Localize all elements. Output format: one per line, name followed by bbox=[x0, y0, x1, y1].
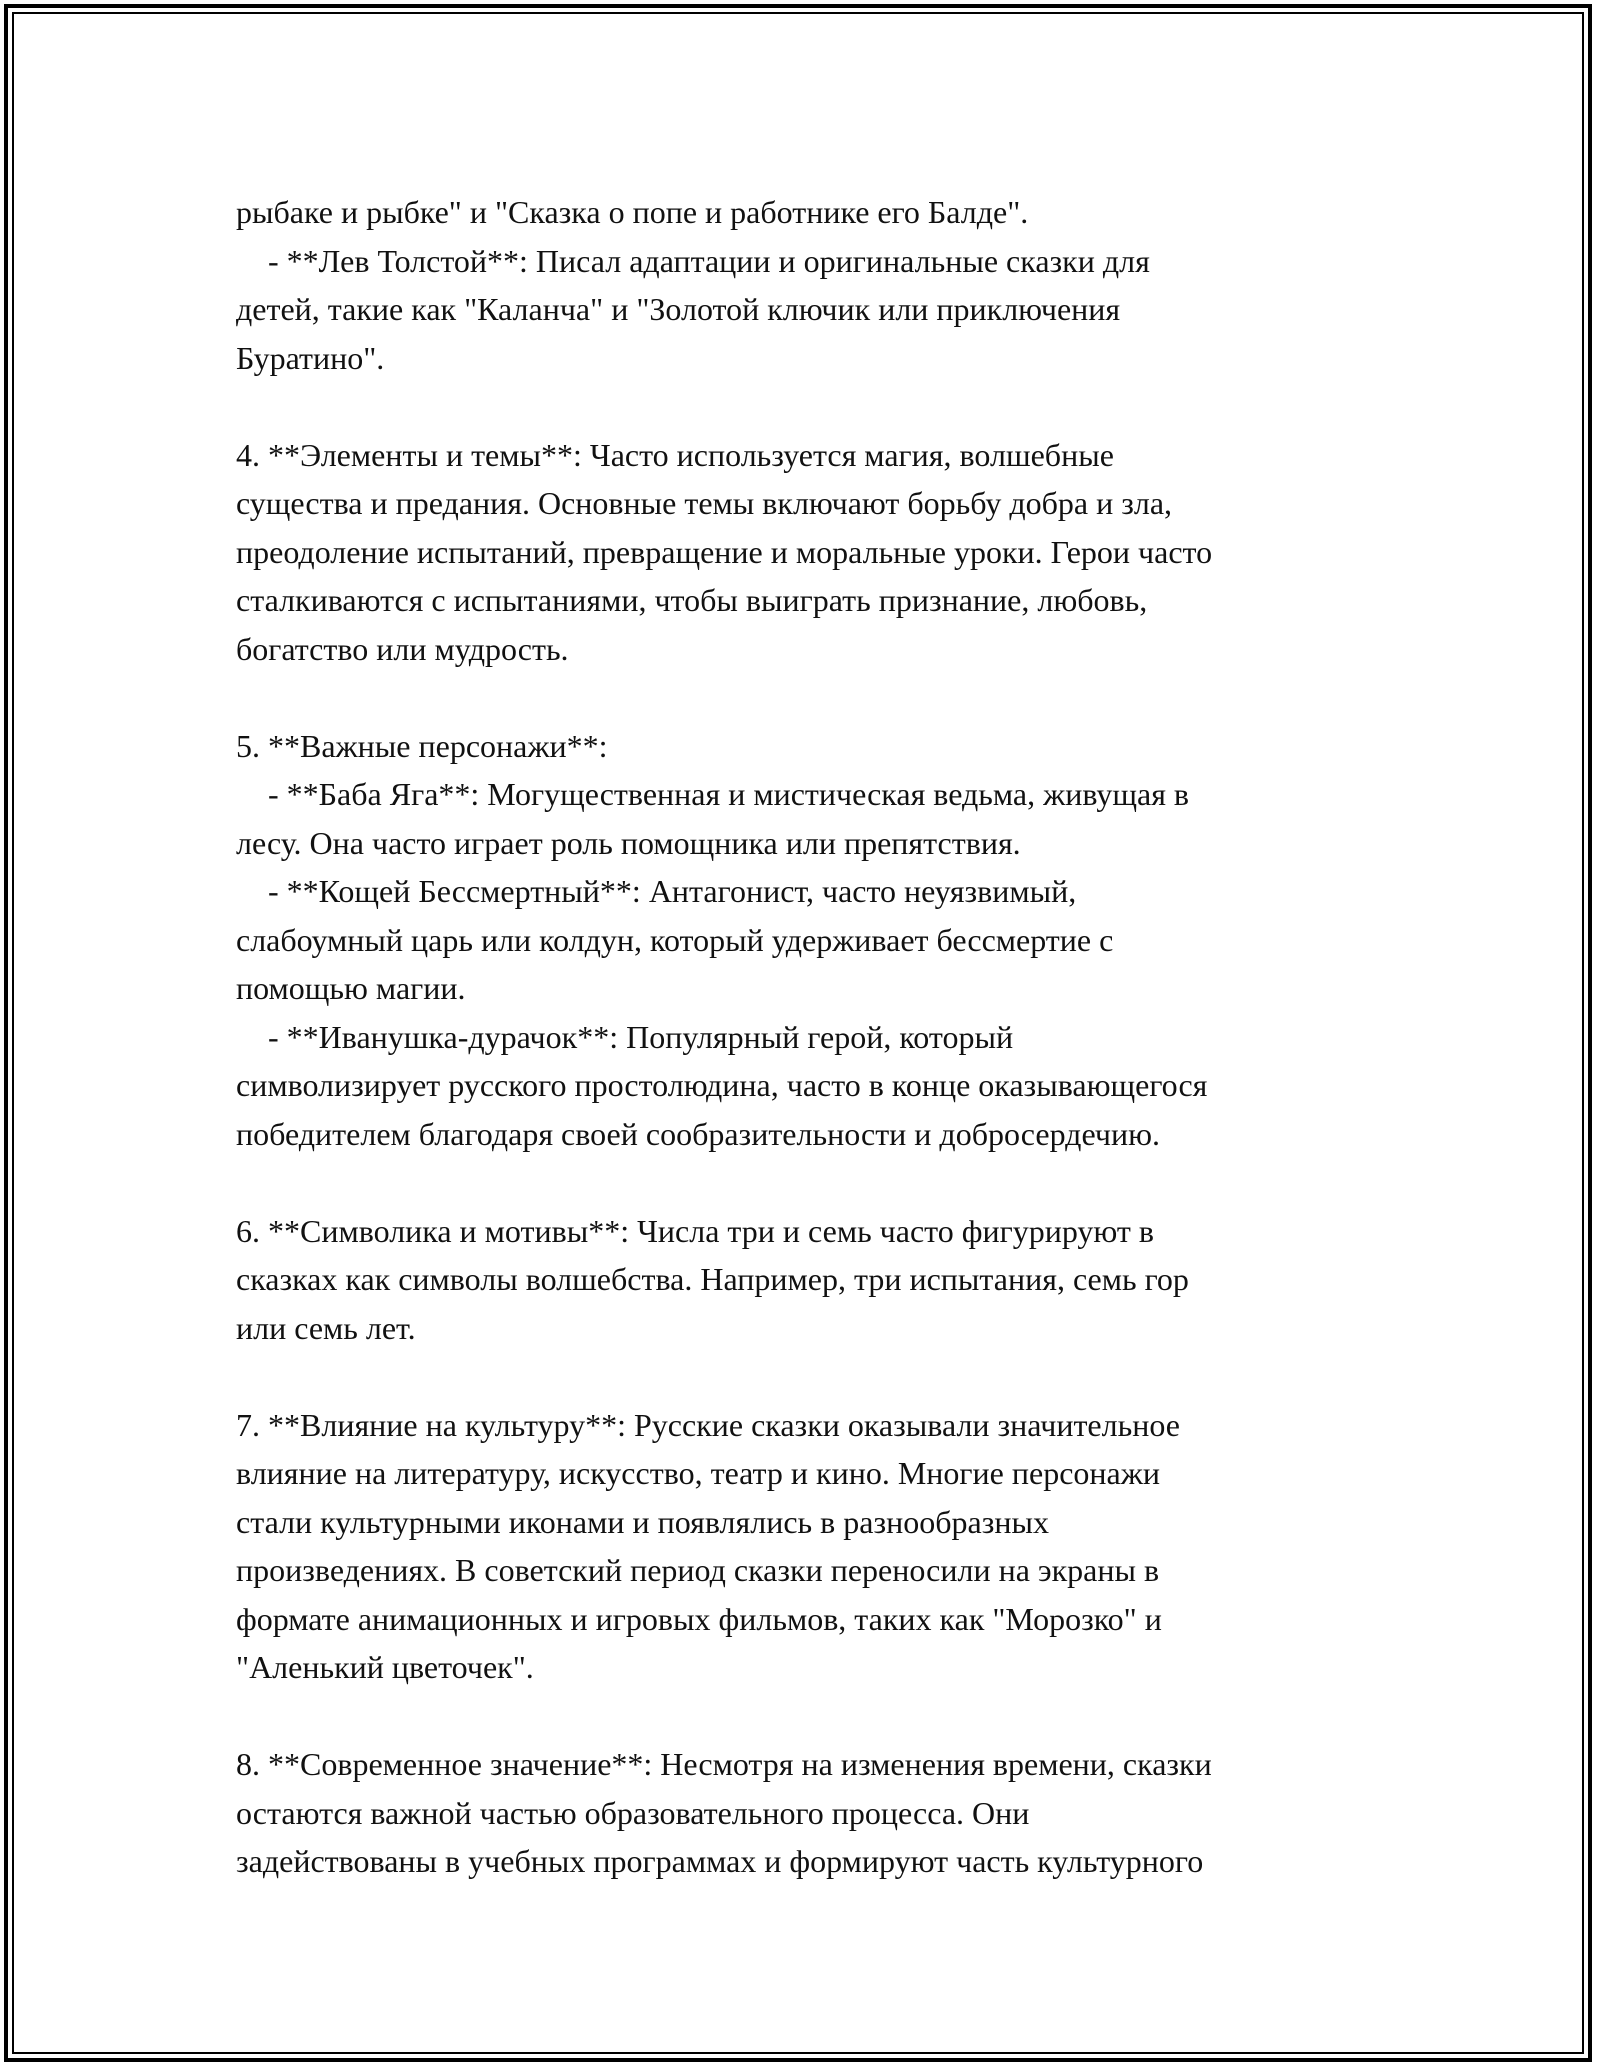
text-line: - **Иванушка-дурачок**: Популярный герой, который bbox=[236, 1018, 1014, 1055]
blank-line bbox=[236, 382, 1396, 431]
text-line: стали культурными иконами и появлялись в разнообразных bbox=[236, 1503, 1049, 1540]
text-line: богатство или мудрость. bbox=[236, 630, 569, 667]
text-line: - **Баба Яга**: Могущественная и мистическая ведьма, живущая в bbox=[236, 776, 1190, 812]
text-line: 7. **Влияние на культуру**: Русские сказки оказывали значительное bbox=[236, 1406, 1180, 1443]
text-line: влияние на литературу, искусство, театр и кино. Многие персонажи bbox=[236, 1455, 1160, 1491]
text-line: Буратино". bbox=[236, 339, 385, 376]
blank-line bbox=[236, 1158, 1396, 1207]
text-line: слабоумный царь или колдун, который удерживает бессмертие с bbox=[236, 921, 1114, 958]
text-line: рыбаке и рыбке" и "Сказка о попе и работнике его Балде". bbox=[236, 194, 1029, 230]
document-body bbox=[236, 188, 1396, 1886]
text-line: формате анимационных и игровых фильмов, таких как "Морозко" и bbox=[236, 1600, 1162, 1637]
text-line: символизирует русского простолюдина, часто в конце оказывающегося bbox=[236, 1067, 1208, 1103]
text-line: сказках как символы волшебства. Например, три испытания, семь гор bbox=[236, 1261, 1189, 1297]
text-line: лесу. Она часто играет роль помощника или препятствия. bbox=[236, 824, 1021, 861]
text-line: 6. **Символика и мотивы**: Числа три и семь часто фигурируют в bbox=[236, 1212, 1154, 1249]
blank-line bbox=[236, 1692, 1396, 1741]
text-line: "Аленький цветочек". bbox=[236, 1649, 534, 1685]
text-line: помощью магии. bbox=[236, 970, 466, 1006]
text-line: преодоление испытаний, превращение и моральные уроки. Герои часто bbox=[236, 533, 1213, 570]
text-line: сталкиваются с испытаниями, чтобы выиграть признание, любовь, bbox=[236, 582, 1148, 618]
text-line: остаются важной частью образовательного процесса. Они bbox=[236, 1794, 1030, 1831]
blank-line bbox=[236, 1352, 1396, 1401]
text-line: 8. **Современное значение**: Несмотря на изменения времени, сказки bbox=[236, 1746, 1212, 1782]
text-line: - **Кощей Бессмертный**: Антагонист, часто неуязвимый, bbox=[236, 873, 1077, 909]
text-line: 4. **Элементы и темы**: Часто используется магия, волшебные bbox=[236, 436, 1114, 473]
text-line: детей, такие как "Каланча" и "Золотой ключик или приключения bbox=[236, 291, 1121, 327]
text-line: победителем благодаря своей сообразительности и добросердечию. bbox=[236, 1115, 1160, 1152]
text-line: 5. **Важные персонажи**: bbox=[236, 727, 608, 764]
text-line: задействованы в учебных программах и формируют часть культурного bbox=[236, 1843, 1204, 1879]
blank-line bbox=[236, 673, 1396, 722]
text-line: произведениях. В советский период сказки переносили на экраны в bbox=[236, 1552, 1160, 1588]
text-line: или семь лет. bbox=[236, 1309, 416, 1346]
text-line: существа и предания. Основные темы включают борьбу добра и зла, bbox=[236, 485, 1173, 521]
text-line: - **Лев Толстой**: Писал адаптации и оригинальные сказки для bbox=[236, 242, 1150, 279]
